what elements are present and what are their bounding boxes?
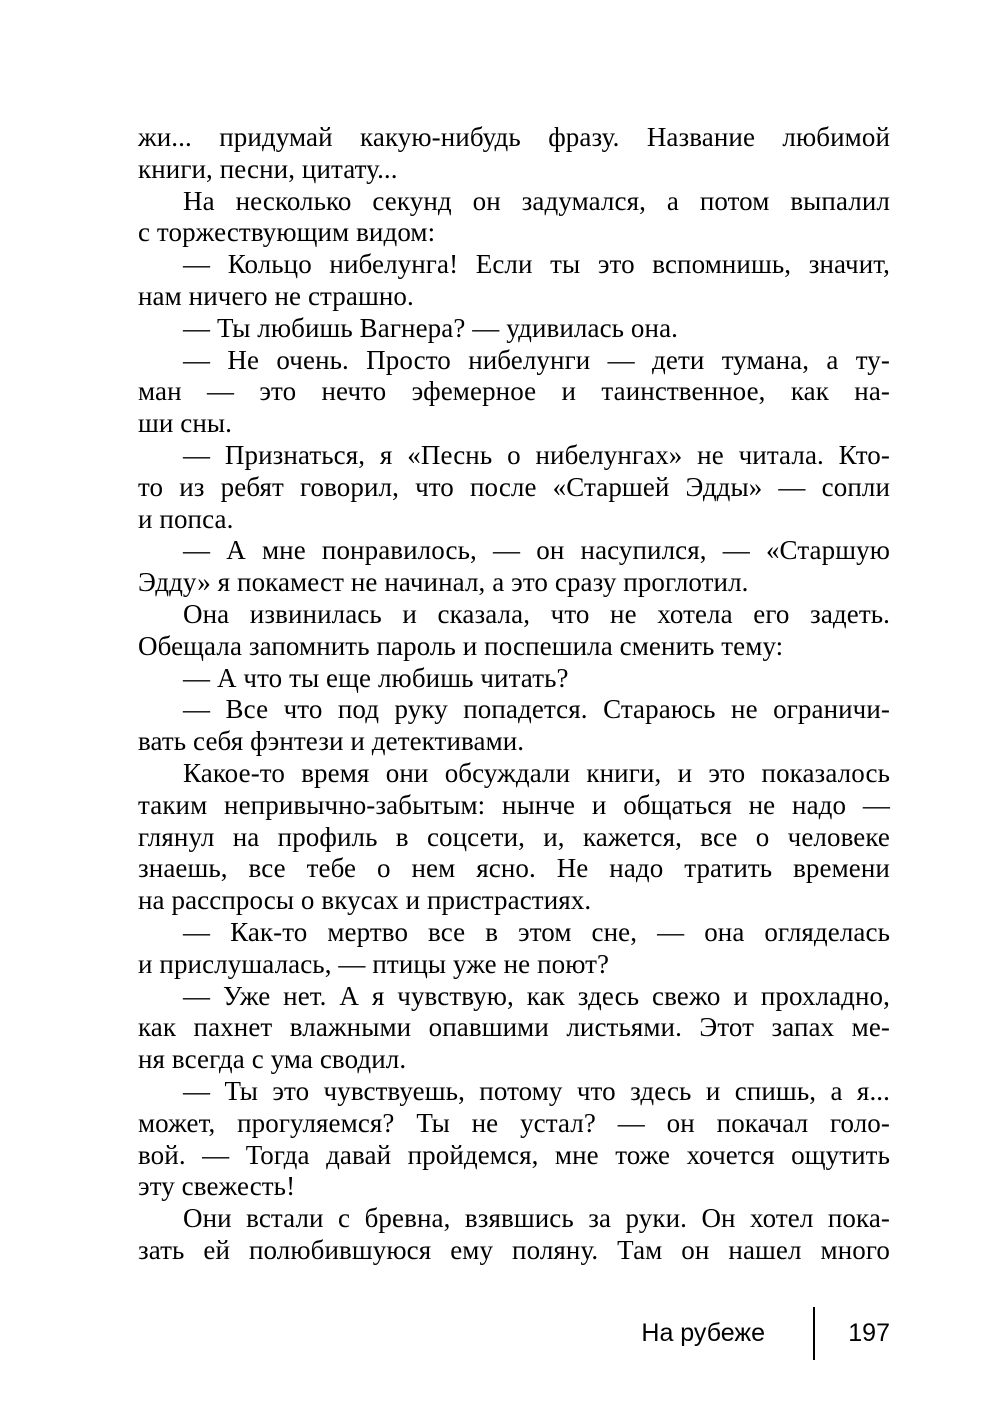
text-line: вой. — Тогда давай пройдемся, мне тоже хочется ощутить <box>138 1139 890 1170</box>
text-line: жи... придумай какую-нибудь фразу. Название любимой <box>138 122 890 152</box>
text-line: таким непривычно-забытым: нынче и общаться не надо — <box>138 789 890 820</box>
text-line: Эдду» я покамест не начинал, а это сразу проглотил. <box>138 567 749 598</box>
paragraph <box>138 981 890 1076</box>
text-line: ня всегда с ума сводил. <box>138 1044 407 1075</box>
paragraph <box>138 758 890 917</box>
running-title: На рубеже <box>641 1319 765 1347</box>
paragraph <box>138 440 890 535</box>
text-line: — Признаться, я «Песнь о нибелунгах» не читала. Кто- <box>183 439 890 470</box>
text-line: книги, песни, цитату... <box>138 153 398 184</box>
text-line: — Ты это чувствуешь, потому что здесь и спишь, а я... <box>183 1075 890 1106</box>
text-line: Какое-то время они обсуждали книги, и это показалось <box>183 757 890 788</box>
text-line: На несколько секунд он задумался, а потом выпалил <box>183 185 890 216</box>
text-line: на расспросы о вкусах и пристрастиях. <box>138 885 592 916</box>
paragraph <box>138 249 890 313</box>
text-line: Они встали с бревна, взявшись за руки. Он хотел пока- <box>183 1203 890 1234</box>
text-line: ман — это нечто эфемерное и таинственное, как на- <box>138 376 890 407</box>
paragraph <box>138 1203 890 1267</box>
text-line: знаешь, все тебе о нем ясно. Не надо тратить времени <box>138 853 890 884</box>
paragraph <box>138 535 890 599</box>
text-line: может, прогуляемся? Ты не устал? — он покачал голо- <box>138 1107 890 1138</box>
page-number: 197 <box>848 1319 890 1347</box>
paragraph <box>138 313 890 345</box>
text-line: нам ничего не страшно. <box>138 280 414 311</box>
text-line: — Все что под руку попадется. Стараюсь не ограничи- <box>183 694 890 725</box>
paragraph <box>138 663 890 695</box>
paragraph <box>138 694 890 758</box>
text-line: ши сны. <box>138 408 233 439</box>
text-line: — А мне понравилось, — он насупился, — «Старшую <box>183 535 890 566</box>
paragraph <box>138 1076 890 1203</box>
text-line: — Кольцо нибелунга! Если ты это вспомнишь, значит, <box>183 249 890 280</box>
page-text-block <box>138 122 890 1267</box>
text-line: то из ребят говорил, что после «Старшей Эдды» — сопли <box>138 471 890 502</box>
text-line: как пахнет влажными опавшими листьями. Этот запах ме- <box>138 1012 890 1043</box>
text-line: вать себя фэнтези и детективами. <box>138 726 525 757</box>
text-line: зать ей полюбившуюся ему поляну. Там он нашел много <box>138 1234 890 1265</box>
text-line: — Не очень. Просто нибелунги — дети тумана, а ту- <box>183 344 890 375</box>
paragraph <box>138 599 890 663</box>
text-line: Обещала запомнить пароль и поспешила сменить тему: <box>138 630 784 661</box>
page-footer <box>138 1307 890 1360</box>
text-line: глянул на профиль в соцсети, и, кажется, все о человеке <box>138 821 890 852</box>
paragraph <box>138 345 890 440</box>
text-line: — Уже нет. А я чувствую, как здесь свежо и прохладно, <box>183 980 890 1011</box>
text-line: с торжествующим видом: <box>138 217 436 248</box>
paragraph <box>138 917 890 981</box>
text-line: — А что ты еще любишь читать? <box>183 662 569 693</box>
text-line: — Ты любишь Вагнера? — удивилась она. <box>183 312 679 343</box>
text-line: и попса. <box>138 503 234 534</box>
text-line: — Как-то мертво все в этом сне, — она огляделась <box>183 916 890 947</box>
paragraph <box>138 186 890 250</box>
text-line: эту свежесть! <box>138 1171 296 1202</box>
text-line: Она извинилась и сказала, что не хотела его задеть. <box>183 598 890 629</box>
paragraph <box>138 122 890 186</box>
text-line: и прислушалась, — птицы уже не поют? <box>138 948 610 979</box>
